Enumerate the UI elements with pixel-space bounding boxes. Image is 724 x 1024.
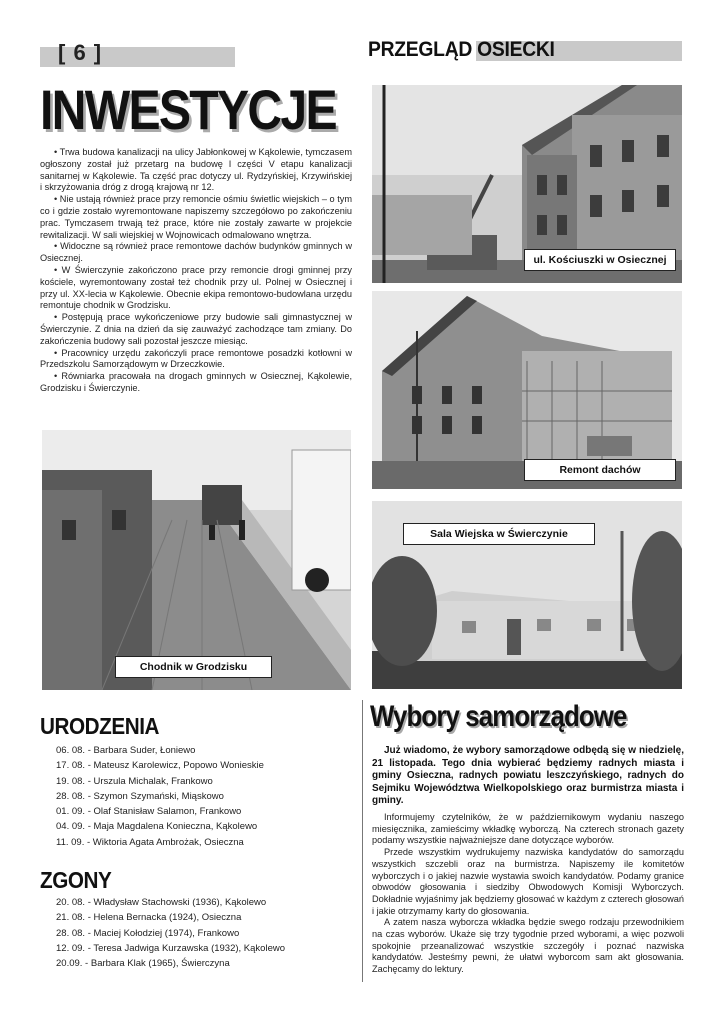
column-divider (362, 700, 363, 982)
caption-roofs: Remont dachów (524, 459, 676, 481)
investments-paragraph: • W Świerczynie zakończono prace przy remoncie drogi gminnej przy kościele, wyremontowany został też chodnik przy ul. Polnej w Osiecznej i przy ul. XX-lecia w Kąkolewie. Obecnie ekipa remontowo-budowlana urzędu remontuje chodnik w Grodzisku. (40, 264, 352, 311)
investments-title: INWESTYCJE (40, 78, 336, 141)
investments-paragraph: • Pracownicy urzędu zakończyli prace remontowe posadzki kotłowni w Przedszkolu Samorządowym w Drzeczkowie. (40, 347, 352, 370)
investments-paragraph: • Widoczne są również prace remontowe dachów budynków gminnych w Osiecznej. (40, 241, 352, 264)
list-item: 04. 09. - Maja Magdalena Konieczna, Kąkolewo (56, 821, 258, 833)
elections-title: Wybory samorządowe (370, 700, 627, 733)
magazine-title: PRZEGLĄD OSIECKI (368, 38, 555, 61)
elections-lead-text: Już wiadomo, że wybory samorządowe odbędą się w niedzielę, 21 listopada. Tego dnia wybierać będziemy radnych miasta i gminy Osieczna, radnych powiatu leszczyńskiego, radnych do Sejmiku Województwa Wielkopolskiego oraz burmistrza miasta i gminy. (372, 745, 684, 807)
list-item: 11. 09. - Wiktoria Agata Ambrożak, Osieczna (56, 836, 244, 848)
elections-paragraph: Przede wszystkim wydrukujemy nazwiska kandydatów do samorządu wszystkich szczebli oraz na burmistrza. Napiszemy ile komitetów wyborczych i o jakiej nazwie wystawia swoich kandydatów. Podamy granice obwodów głosowania i siedziby Obwodowych Komisji Wyborczych. Dokładnie wyjaśnimy jak będziemy głosować w każdym z czterech głosowań i jakie otrzymamy karty do głosowania. (372, 847, 684, 916)
caption-sidewalk: Chodnik w Grodzisku (115, 656, 272, 678)
list-item: 21. 08. - Helena Bernacka (1924), Osieczna (56, 912, 242, 924)
list-item: 12. 09. - Teresa Jadwiga Kurzawska (1932), Kąkolewo (56, 942, 286, 954)
list-item: 28. 08. - Szymon Szymański, Miąskowo (56, 790, 224, 802)
deaths-list (56, 895, 285, 971)
investments-paragraph: • Trwa budowa kanalizacji na ulicy Jabłonkowej w Kąkolewie, tymczasem ogłoszony został już przetarg na budowę I części V etapu kanalizacji sanitarnej w Kąkolewie. Ta część prac dotyczy ul. Rydzyńskiej, Krzywińskiej i skrzyżowania dróg z drogą krajową nr 12. (40, 147, 352, 193)
list-item: 01. 09. - Olaf Stanisław Salamon, Frankowo (56, 806, 242, 818)
caption-village-hall: Sala Wiejska w Świerczynie (403, 523, 595, 545)
list-item: 17. 08. - Mateusz Karolewicz, Popowo Wonieskie (56, 760, 264, 772)
investments-paragraph: • Równiarka pracowała na drogach gminnych w Osiecznej, Kąkolewie, Grodzisku i Świerczynie. (40, 371, 352, 393)
investments-paragraph: • Postępują prace wykończeniowe przy budowie sali gimnastycznej w Świerczynie. Z dnia na dzień da się zauważyć zachodzące tam zmiany. Do zakończenia budowy sali pozostał jeszcze miesiąc. (40, 312, 352, 346)
elections-paragraph: Informujemy czytelników, że w październikowym wydaniu naszego miesięcznika, zamieścimy wkładkę wyborczą. Na czterech stronach gazety podamy wszystkie najważniejsze dane dotyczące wyborów. (372, 812, 684, 846)
deaths-title: ZGONY (40, 867, 112, 893)
elections-paragraph: A zatem nasza wyborcza wkładka będzie swego rodzaju przewodnikiem na czas wyborów. Ukaże się trzy tygodnie przed wyborami, a więc pozwoli spokojnie przeanalizować wszystkie szczegóły i poznać nazwiska kandydatów. Jesteśmy pewni, że ułatwi wyborcom sam akt głosowania. Zachęcamy do lektury. (372, 917, 684, 975)
photo-sidewalk-grodzisko (42, 430, 351, 690)
investments-text (40, 147, 352, 395)
list-item: 28. 08. - Maciej Kołodziej (1974), Frankowo (56, 927, 240, 939)
list-item: 06. 08. - Barbara Suder, Łoniewo (56, 745, 196, 756)
investments-paragraph: • Nie ustają również prace przy remoncie ośmiu świetlic wiejskich – o tym co i gdzie zostało wyremontowane napiszemy szczegółowo po zakończeniu prac. Tymczasem trwają też prace, które nie zostały zawarte w projekcie rewitalizacji. W sali wiejskiej w Wojnowicach odmalowano wnętrza. (40, 194, 352, 240)
list-item: 19. 08. - Urszula Michalak, Frankowo (56, 775, 213, 787)
elections-lead (372, 745, 684, 808)
page-number: [ 6 ] (58, 40, 103, 65)
caption-kosciuszki: ul. Kościuszki w Osiecznej (524, 249, 676, 271)
births-title: URODZENIA (40, 713, 160, 739)
births-list (56, 743, 264, 850)
list-item: 20. 08. - Władysław Stachowski (1936), Kąkolewo (56, 897, 267, 908)
list-item: 20.09. - Barbara Klak (1965), Świerczyna (56, 958, 230, 970)
elections-text (372, 812, 684, 976)
